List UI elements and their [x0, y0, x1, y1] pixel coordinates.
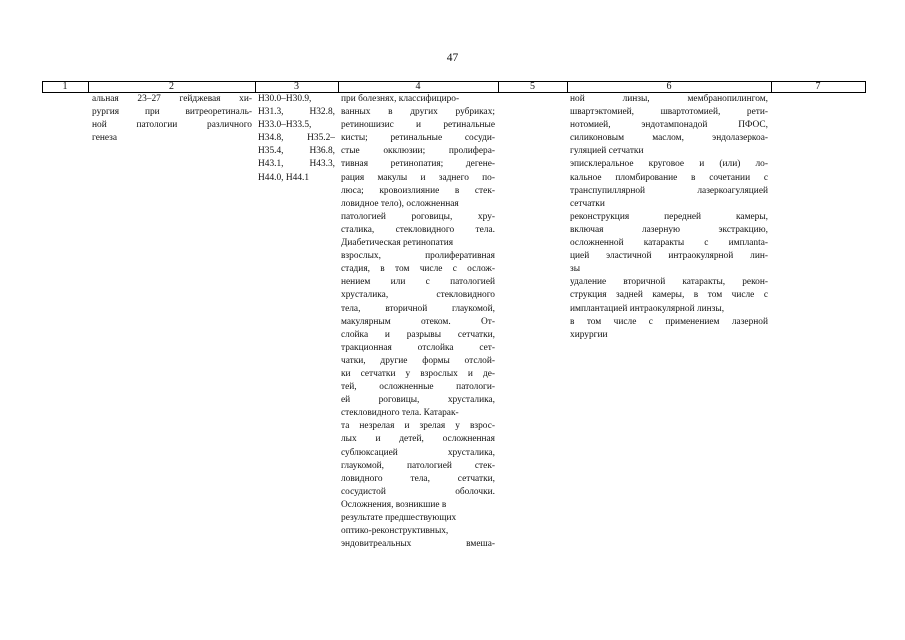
- text-line: стекловидного тела. Катарак-: [341, 408, 459, 419]
- text-line: цией эластичной интраокулярной лин-: [570, 251, 768, 262]
- column-divider: [865, 81, 866, 93]
- text-line: взрослых, пролиферативная: [341, 251, 495, 262]
- cell-treatment-method: [92, 93, 252, 145]
- text-line: H44.0, H44.1: [258, 172, 310, 183]
- text-line: эписклеральное круговое и (или) ло-: [570, 159, 768, 170]
- text-line: ки сетчатки у взрослых и де-: [341, 368, 495, 379]
- text-line: Осложнения, возникшие в: [341, 499, 447, 510]
- text-line: нотомией, эндотампонадой ПФОС,: [570, 120, 768, 131]
- column-number-5: 5: [530, 81, 535, 92]
- text-line: альная 23–27 гейджевая хи-: [92, 94, 252, 104]
- column-divider: [771, 81, 772, 93]
- text-line: швартэктомией, швартотомией, рети-: [570, 107, 768, 118]
- column-divider: [42, 81, 43, 93]
- column-divider: [255, 81, 256, 93]
- text-line: стадия, в том числе с ослож-: [341, 264, 495, 275]
- text-line: хрусталика, стекловидного: [341, 290, 495, 301]
- text-line: хирургии: [570, 329, 608, 340]
- text-line: ловидного тела, сетчатки,: [341, 473, 495, 484]
- text-line: удаление вторичной катаракты, рекон-: [570, 277, 768, 288]
- text-line: оптико-реконструктивных,: [341, 526, 449, 537]
- text-line: Диабетическая ретинопатия: [341, 238, 454, 249]
- text-line: H30.0–H30.9,: [258, 94, 312, 104]
- text-line: кисты; ретинальные сосуди-: [341, 133, 495, 144]
- text-line: ной линзы, мембранопилингом,: [570, 94, 768, 104]
- column-divider: [338, 81, 339, 93]
- text-line: рургия при витреоретиналь-: [92, 107, 252, 118]
- column-number-2: 2: [169, 81, 174, 92]
- text-line: генеза: [92, 133, 118, 144]
- text-line: макулярным отеком. От-: [341, 316, 495, 327]
- column-number-3: 3: [294, 81, 299, 92]
- cell-diagnosis: [341, 93, 495, 551]
- text-line: нением или с патологией: [341, 277, 495, 288]
- text-line: сталика, стекловидного тела.: [341, 224, 495, 235]
- text-line: тей, осложненные патологи-: [341, 382, 495, 393]
- text-line: H31.3, H32.8,: [258, 107, 335, 118]
- text-line: ретиношизис и ретинальные: [341, 120, 495, 131]
- text-line: та незрелая и зрелая у взрос-: [341, 421, 495, 432]
- text-line: гуляцией сетчатки: [570, 146, 644, 157]
- column-number-1: 1: [62, 81, 68, 92]
- text-line: слойка и разрывы сетчатки,: [341, 329, 495, 340]
- cell-treatment-description: [570, 93, 768, 342]
- text-line: тракционная отслойка сет-: [341, 342, 495, 353]
- column-number-6: 6: [666, 81, 672, 92]
- cell-icd-codes: [258, 93, 335, 185]
- text-line: кальное пломбирование в сочетании с: [570, 172, 768, 183]
- text-line: включая лазерную экстракцию,: [570, 224, 768, 235]
- text-line: H33.0–H33.5,: [258, 120, 312, 131]
- text-line: силиконовым маслом, эндолазеркоа-: [570, 133, 768, 144]
- page-number: 47: [446, 52, 459, 64]
- text-line: ной патологии различного: [92, 120, 252, 131]
- text-line: осложненной катаракты с имплanta-: [570, 238, 768, 249]
- text-line: зы: [570, 264, 581, 275]
- text-line: струкция задней камеры, в том числе с: [570, 290, 768, 301]
- text-line: рация макулы и заднего по-: [341, 172, 495, 183]
- column-divider: [498, 81, 499, 93]
- text-line: сублюксацией хрусталика,: [341, 447, 495, 458]
- column-divider: [88, 81, 89, 93]
- text-line: H35.4, H36.8,: [258, 146, 335, 157]
- text-line: тивная ретинопатия; дегене-: [341, 159, 495, 170]
- text-line: при болезнях, классифициро-: [341, 94, 460, 104]
- column-divider: [567, 81, 568, 93]
- text-line: H34.8, H35.2–: [258, 133, 335, 144]
- text-line: сосудистой оболочки.: [341, 486, 495, 497]
- text-line: транспупиллярной лазеркоагуляцией: [570, 185, 768, 196]
- text-line: имплантацией интраокулярной линзы,: [570, 303, 725, 314]
- text-line: ловидное тело), осложненная: [341, 198, 459, 209]
- text-line: H43.1, H43.3,: [258, 159, 335, 170]
- text-line: в том числе с применением лазерной: [570, 316, 768, 327]
- column-number-4: 4: [415, 81, 421, 92]
- text-line: глаукомой, патологией стек-: [341, 460, 495, 471]
- text-line: ванных в других рубриках;: [341, 107, 495, 118]
- text-line: стые окклюзии; пролифера-: [341, 146, 495, 157]
- text-line: эндовитреальных вмеша-: [341, 539, 495, 550]
- text-line: люса; кровоизлияние в стек-: [341, 185, 495, 196]
- text-line: тела, вторичной глаукомой,: [341, 303, 495, 314]
- text-line: результате предшествующих: [341, 513, 457, 523]
- column-number-7: 7: [815, 81, 821, 92]
- text-line: чатки, другие формы отслой-: [341, 355, 495, 366]
- text-line: лых и детей, осложненная: [341, 434, 495, 445]
- column-number-row: [42, 82, 865, 93]
- text-line: сетчатки: [570, 198, 605, 209]
- text-line: ей роговицы, хрусталика,: [341, 395, 495, 406]
- text-line: реконструкция передней камеры,: [570, 211, 768, 222]
- text-line: патологией роговицы, хру-: [341, 211, 495, 222]
